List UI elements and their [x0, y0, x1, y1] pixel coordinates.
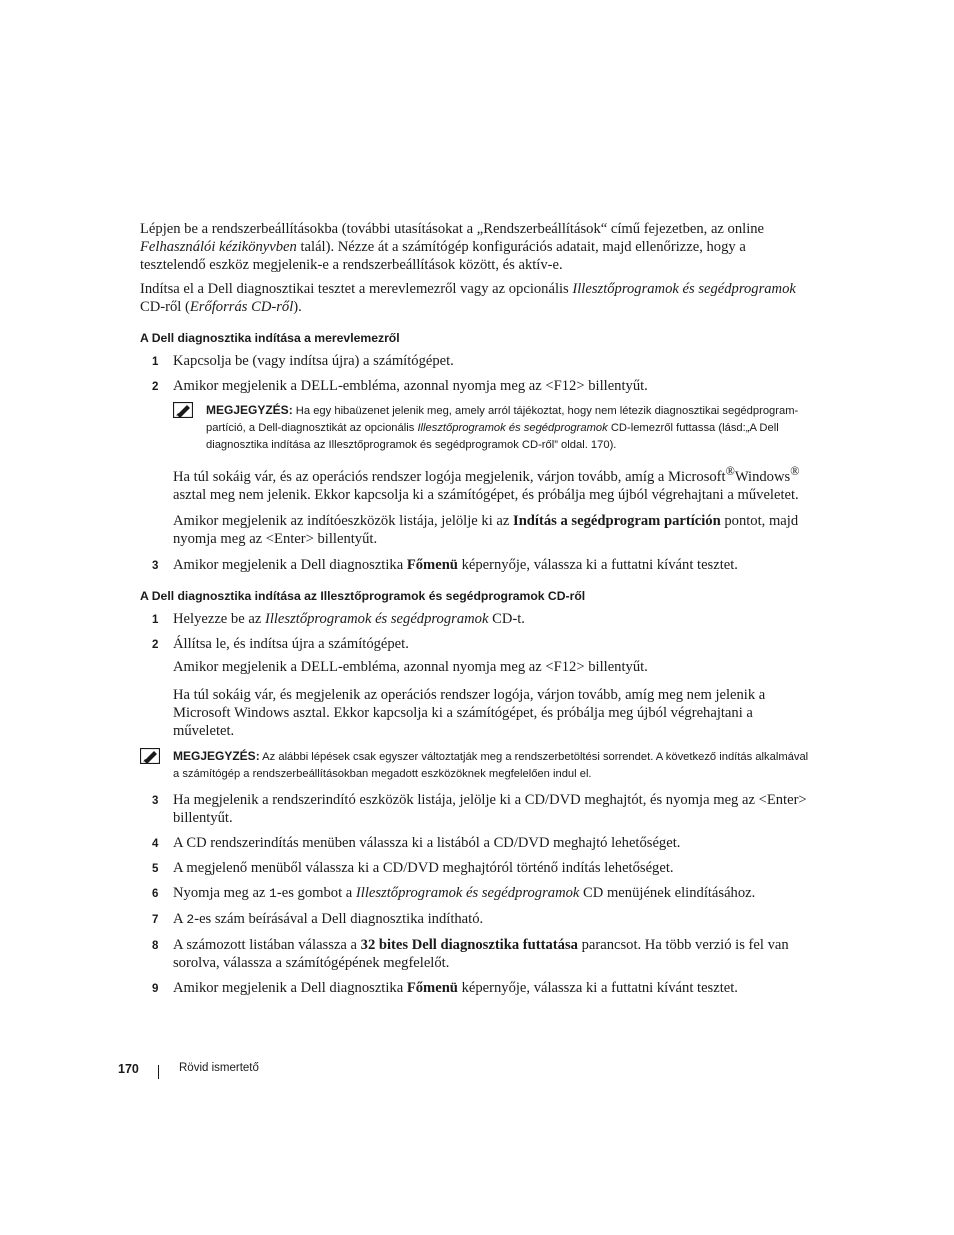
step-number: 1 [152, 356, 159, 368]
step-number: 2 [152, 381, 159, 393]
step-item [140, 979, 810, 997]
step-item [140, 556, 810, 574]
registered-mark: ® [790, 464, 800, 478]
menu-name: Főmenü [406, 556, 458, 573]
registered-mark: ® [725, 464, 735, 478]
step-item [140, 910, 810, 929]
step-text: A CD rendszerindítás menüben válassza ki a listából a CD/DVD meghajtó lehetőséget. [173, 834, 681, 851]
step-item [140, 791, 810, 827]
step-text: Állítsa le, és indítsa újra a számítógépet. [173, 635, 409, 652]
step-text: A megjelenő menüből válassza ki a CD/DVD meghajtóról történő indítás lehetőséget. [173, 859, 674, 876]
note-label: MEGJEGYZÉS: [173, 748, 260, 763]
step-item [140, 884, 810, 903]
info-paragraph: Ha túl sokáig vár, és megjelenik az operációs rendszer logója, várjon tovább, amíg meg nem jelenik a Microsoft Windows asztal. Ekkor kapcsolja ki a számítógépet, és próbálja meg újból végrehajtani a műveletet. [173, 686, 766, 739]
step-item [140, 352, 810, 370]
key-code: 2 [186, 911, 195, 927]
text: Ha túl sokáig vár, és az operációs rendszer logója megjelenik, várjon tovább, amíg a Microsoft [173, 468, 726, 485]
step-item [140, 377, 810, 395]
step-item [140, 610, 810, 628]
step-text: -es szám beírásával a Dell diagnosztika indítható. [194, 910, 484, 927]
step-text: CD menüjének elindításához. [579, 884, 756, 901]
step-number: 5 [152, 862, 159, 875]
menu-name: Főmenü [406, 979, 458, 996]
step-number: 9 [152, 982, 159, 995]
step-number: 4 [152, 837, 159, 850]
cd-title: Illesztőprogramok és segédprogramok [264, 610, 489, 627]
text: Indítsa el a Dell diagnosztikai tesztet a merevlemezről vagy az opcionális [140, 281, 573, 297]
text: Lépjen be a rendszerbeállításokba (további utasításokat a „Rendszerbeállítások“ című fejezetben, az online [140, 221, 765, 237]
step-text: Amikor megjelenik a Dell diagnosztika [173, 556, 407, 573]
text: pontot, majd nyomja meg az <Enter> billentyűt. [173, 512, 799, 547]
menu-option: Indítás a segédprogram partíción [513, 512, 721, 529]
manual-title: Felhasználói kézikönyvben [140, 239, 297, 255]
resource-cd-title: Erőforrás CD-ről [189, 299, 294, 315]
footer-section-title: Rövid ismertető [179, 1062, 259, 1074]
step-text: parancsot. Ha több verzió is fel van sorolva, válassza a számítógépének megfelelőt. [173, 936, 789, 971]
cd-title: Illesztőprogramok és segédprogramok [417, 422, 608, 434]
note-label: MEGJEGYZÉS: [206, 403, 293, 417]
cd-title: Illesztőprogramok és segédprogramok [572, 281, 796, 297]
section-heading-hdd: A Dell diagnosztika indítása a merevlemezről [140, 331, 400, 345]
text: talál). Nézze át a számítógép konfigurációs adatait, majd ellenőrizze, hogy a tesztelendő eszköz megjelenik-e a rendszerbeállítások között, és aktív-e. [140, 239, 746, 273]
info-paragraph [140, 512, 810, 548]
key-code: 1 [269, 885, 277, 901]
step-text: képernyője, válassza ki a futtatni kívánt tesztet. [457, 979, 738, 996]
step-item [140, 635, 810, 653]
text: asztal meg nem jelenik. Ekkor kapcsolja ki a számítógépet, és próbálja meg újból végrehajtani a műveletet. [173, 486, 799, 503]
footer-divider [158, 1065, 159, 1079]
text: CD-ről ( [140, 299, 190, 315]
info-paragraph [140, 462, 810, 504]
step-text: Nyomja meg az [173, 884, 270, 901]
info-paragraph: Amikor megjelenik a DELL-embléma, azonnal nyomja meg az <F12> billentyűt. [173, 658, 648, 675]
step-text: A számozott listában válassza a [173, 936, 361, 953]
step-text: Kapcsolja be (vagy indítsa újra) a számítógépet. [173, 353, 454, 369]
page-content [140, 220, 810, 1004]
step-number: 6 [152, 887, 159, 900]
step-number: 1 [152, 613, 159, 626]
pencil-note-icon [140, 748, 160, 764]
step-text: -es gombot a [276, 884, 356, 901]
intro-paragraph-2 [140, 280, 810, 316]
step-text: Ha megjelenik a rendszerindító eszközök listája, jelölje ki a CD/DVD meghajtót, és nyomja meg az <Enter> billentyűt. [173, 791, 807, 826]
step-item [140, 859, 810, 877]
note-text: Az alábbi lépések csak egyszer változtatják meg a rendszerbetöltési sorrendet. A következő indítás alkalmával a számítógép a rendszerbeállításokban megadott eszközöknek megfelelően indul el. [173, 750, 809, 780]
note-block [140, 748, 810, 783]
step-text: Amikor megjelenik a DELL-embléma, azonnal nyomja meg az <F12> billentyűt. [173, 378, 648, 394]
step-text: A [173, 910, 187, 927]
step-text: Helyezze be az [173, 610, 265, 627]
pencil-note-icon [173, 402, 193, 418]
step-item [140, 936, 810, 972]
note-text: Ha egy hibaüzenet jelenik meg, amely arról tájékoztat, hogy nem létezik diagnosztikai segédprogram-partíció, a Dell-diagnosztikát az opcionális [206, 405, 799, 434]
step-number: 7 [152, 913, 159, 926]
step-number: 3 [152, 794, 159, 807]
menu-option: 32 bites Dell diagnosztika futtatása [360, 936, 578, 953]
text: ). [293, 299, 302, 315]
step-text: CD-t. [488, 610, 525, 627]
step-text: Amikor megjelenik a Dell diagnosztika [173, 979, 407, 996]
step-number: 3 [152, 559, 159, 572]
cd-title: Illesztőprogramok és segédprogramok [355, 884, 580, 901]
text: Windows [734, 468, 791, 485]
step-text: képernyője, válassza ki a futtatni kívánt tesztet. [457, 556, 738, 573]
intro-paragraph-1 [140, 220, 810, 274]
page-number: 170 [118, 1062, 139, 1076]
note-text: CD-lemezről futtassa (lásd:„A Dell diagnosztika indítása az Illesztőprogramok és segédprogramok CD-ről” oldal. 170). [206, 422, 779, 451]
section-heading-cd: A Dell diagnosztika indítása az Illesztőprogramok és segédprogramok CD-ről [140, 588, 586, 603]
step-item [140, 834, 810, 852]
text: Amikor megjelenik az indítóeszközök listája, jelölje ki az [173, 512, 514, 529]
step-number: 8 [152, 939, 159, 952]
note-block [140, 402, 810, 454]
step-number: 2 [152, 638, 159, 651]
